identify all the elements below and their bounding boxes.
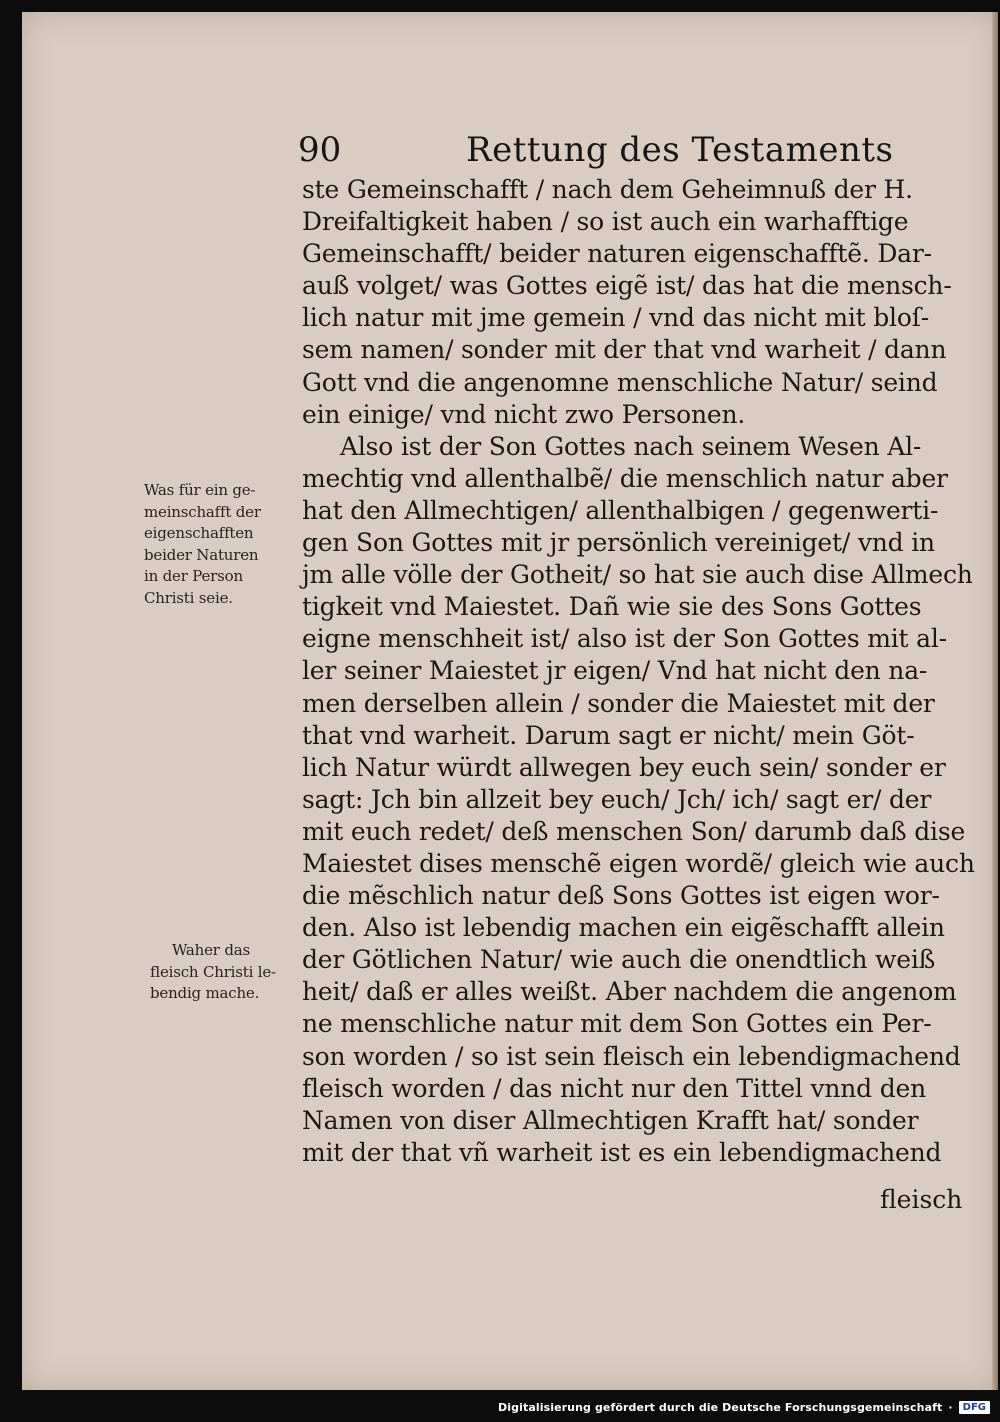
running-head: Rettung des Testaments xyxy=(466,130,894,170)
text-line: Gemeinschafft/ beider naturen eigenschafftẽ. Dar- xyxy=(302,239,932,269)
text-line: die mẽschlich natur deß Sons Gottes ist eigen wor- xyxy=(302,881,940,911)
text-line: mit euch redet/ deß menschen Son/ darumb daß dise xyxy=(302,816,966,846)
text-line: Gott vnd die angenomne menschliche Natur/ seind xyxy=(302,367,938,397)
footer-separator: · xyxy=(948,1400,953,1414)
text-line: mechtig vnd allenthalbẽ/ die menschlich natur aber xyxy=(302,463,948,493)
footer-credit xyxy=(498,1396,990,1418)
text-line: sem namen/ sonder mit der that vnd warheit / dann xyxy=(302,335,947,365)
marginal-line: fleisch Christi le- xyxy=(150,962,276,981)
text-line: den. Also ist lebendig machen ein eigẽschafft allein xyxy=(302,913,945,943)
text-line: Maiestet dises menschẽ eigen wordẽ/ gleich wie auch xyxy=(302,848,975,878)
marginal-line: bendig mache. xyxy=(150,984,260,1002)
text-line: Dreifaltigkeit haben / so ist auch ein warhafftige xyxy=(302,207,909,237)
text-line: men derselben allein / sonder die Maiestet mit der xyxy=(302,688,935,718)
text-line: Namen von diser Allmechtigen Krafft hat/ sonder xyxy=(302,1105,919,1135)
page-edge xyxy=(992,12,998,1390)
marginal-line: in der Person xyxy=(144,567,243,585)
text-line: jm alle völle der Gotheit/ so hat sie auch dise Allmech xyxy=(302,560,973,590)
text-line: heit/ daß er alles weißt. Aber nachdem die angenom xyxy=(302,977,957,1007)
text-line: son worden / so ist sein fleisch ein lebendigmachend xyxy=(302,1041,961,1071)
text-line: hat den Allmechtigen/ allenthalbigen / gegenwerti- xyxy=(302,495,939,525)
text-line: ste Gemeinschafft / nach dem Geheimnuß der H. xyxy=(302,175,913,204)
text-line: Also ist der Son Gottes nach seinem Wesen Al- xyxy=(340,431,922,461)
text-line: mit der that vñ warheit ist es ein lebendigmachend xyxy=(302,1137,942,1167)
book-page xyxy=(22,12,998,1390)
text-line: ler seiner Maiestet jr eigen/ Vnd hat nicht den na- xyxy=(302,656,928,686)
text-line: lich Natur würdt allwegen bey euch sein/ sonder er xyxy=(302,752,946,782)
text-line: auß volget/ was Gottes eigẽ ist/ das hat die mensch- xyxy=(302,271,952,301)
marginal-note xyxy=(150,940,310,1005)
text-line: lich natur mit jme gemein / vnd das nicht mit bloſ- xyxy=(302,303,929,333)
body-text xyxy=(302,174,975,1169)
catchword: fleisch xyxy=(880,1185,963,1214)
page-number: 90 xyxy=(298,130,342,170)
marginal-line: eigenschafften xyxy=(144,524,254,542)
dfg-logo-icon[interactable]: DFG xyxy=(959,1401,990,1414)
marginal-note xyxy=(144,480,304,609)
marginal-line: meinschafft der xyxy=(144,502,261,521)
text-line: that vnd warheit. Darum sagt er nicht/ mein Göt- xyxy=(302,720,915,750)
text-line: gen Son Gottes mit jr persönlich vereiniget/ vnd in xyxy=(302,528,935,558)
text-line: fleisch worden / das nicht nur den Tittel vnnd den xyxy=(302,1073,927,1103)
text-line: tigkeit vnd Maiestet. Dañ wie sie des Sons Gottes xyxy=(302,592,922,622)
text-line: ein einige/ vnd nicht zwo Personen. xyxy=(302,399,746,429)
marginal-line: Waher das xyxy=(172,941,250,959)
text-line: eigne menschheit ist/ also ist der Son Gottes mit al- xyxy=(302,624,947,654)
page-header xyxy=(298,128,894,172)
text-line: der Götlichen Natur/ wie auch die onendtlich weiß xyxy=(302,945,936,975)
marginal-line: beider Naturen xyxy=(144,545,259,564)
footer-text: Digitalisierung gefördert durch die Deutsche Forschungsgemeinschaft xyxy=(498,1400,943,1414)
marginal-line: Christi seie. xyxy=(144,588,233,607)
marginal-line: Was für ein ge- xyxy=(144,481,256,499)
text-line: sagt: Jch bin allzeit bey euch/ Jch/ ich/ sagt er/ der xyxy=(302,784,932,814)
text-line: ne menschliche natur mit dem Son Gottes ein Per- xyxy=(302,1009,932,1039)
